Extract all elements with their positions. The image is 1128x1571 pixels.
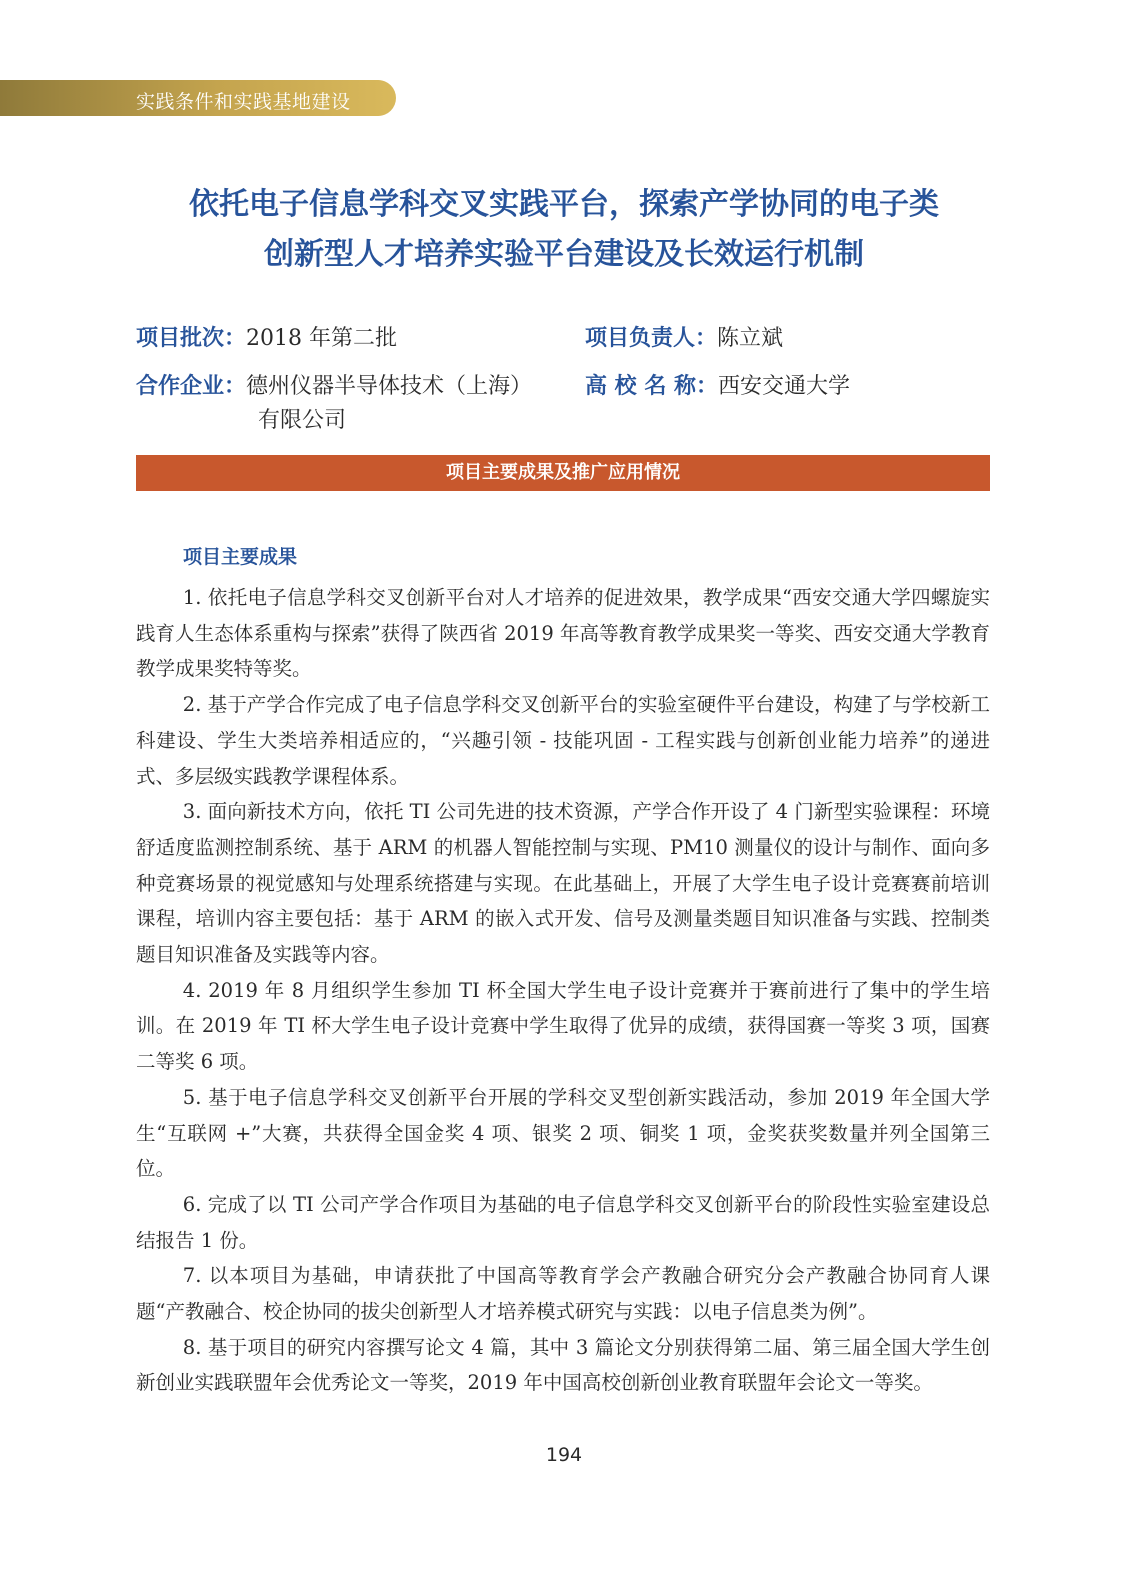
body-text	[136, 580, 990, 1401]
section-title-bar: 项目主要成果及推广应用情况	[136, 455, 990, 491]
sub-heading: 项目主要成果	[183, 546, 298, 568]
paragraph-4: 4. 2019 年 8 月组织学生参加 TI 杯全国大学生电子设计竞赛并于赛前进行了集中的学生培训。在 2019 年 TI 杯大学生电子设计竞赛中学生取得了优异的成绩，获得国赛一等奖 3 项，国赛二等奖 6 项。	[136, 978, 990, 1074]
meta-batch-value: 2018 年第二批	[246, 326, 397, 351]
meta-company	[136, 370, 532, 404]
meta-school-value: 西安交通大学	[717, 374, 850, 399]
meta-company-label: 合作企业：	[136, 374, 247, 399]
paragraph-1: 1. 依托电子信息学科交叉创新平台对人才培养的促进效果，教学成果“西安交通大学四螺旋实践育人生态体系重构与探索”获得了陕西省 2019 年高等教育教学成果奖一等奖、西安交通大学教育教学成果奖特等奖。	[136, 586, 990, 681]
meta-school	[585, 370, 850, 404]
meta-school-label: 高 校 名 称：	[585, 374, 718, 399]
paragraph-5: 5. 基于电子信息学科交叉创新平台开展的学科交叉型创新实践活动，参加 2019 年全国大学生“互联网 +”大赛，共获得全国金奖 4 项、银奖 2 项、铜奖 1 项，金奖获奖数量并列全国第三位。	[136, 1085, 990, 1181]
meta-company-value-line-1: 德州仪器半导体技术（上海）	[246, 374, 533, 399]
meta-leader	[585, 322, 783, 356]
section-banner-label: 实践条件和实践基地建设	[136, 91, 351, 113]
page-title	[0, 180, 1128, 280]
paragraph-6: 6. 完成了以 TI 公司产学合作项目为基础的电子信息学科交叉创新平台的阶段性实验室建设总结报告 1 份。	[136, 1192, 990, 1252]
section-banner	[0, 80, 396, 116]
page-number: 194	[545, 1444, 583, 1466]
meta-company-value-line-2: 有限公司	[258, 408, 347, 433]
meta-leader-value: 陈立斌	[717, 326, 784, 351]
paragraph-7: 7. 以本项目为基础，申请获批了中国高等教育学会产教融合研究分会产教融合协同育人课题“产教融合、校企协同的拔尖创新型人才培养模式研究与实践：以电子信息类为例”。	[136, 1264, 990, 1324]
paragraph-8: 8. 基于项目的研究内容撰写论文 4 篇，其中 3 篇论文分别获得第二届、第三届全国大学生创新创业实践联盟年会优秀论文一等奖，2019 年中国高校创新创业教育联盟年会论文一等奖。	[136, 1335, 990, 1395]
meta-batch	[136, 322, 397, 356]
meta-leader-label: 项目负责人：	[585, 326, 718, 351]
paragraph-2: 2. 基于产学合作完成了电子信息学科交叉创新平台的实验室硬件平台建设，构建了与学校新工科建设、学生大类培养相适应的，“兴趣引领 - 技能巩固 - 工程实践与创新创业能力培养”的递进式、多层级实践教学课程体系。	[136, 693, 990, 788]
page-title-line-1: 依托电子信息学科交叉实践平台，探索产学协同的电子类	[189, 187, 939, 222]
meta-company-continued	[258, 404, 346, 438]
paragraph-3: 3. 面向新技术方向，依托 TI 公司先进的技术资源，产学合作开设了 4 门新型实验课程：环境舒适度监测控制系统、基于 ARM 的机器人智能控制与实现、PM10 测量仪的设计与制作、面向多种竞赛场景的视觉感知与处理系统搭建与实现。在此基础上，开展了大学生电子设计竞赛赛前培训课程，培训内容主要包括：基于 ARM 的嵌入式开发、信号及测量类题目知识准备与实践、控制类题目知识准备及实践等内容。	[136, 800, 990, 967]
page-title-line-2: 创新型人才培养实验平台建设及长效运行机制	[264, 237, 864, 272]
meta-batch-label: 项目批次：	[136, 326, 247, 351]
